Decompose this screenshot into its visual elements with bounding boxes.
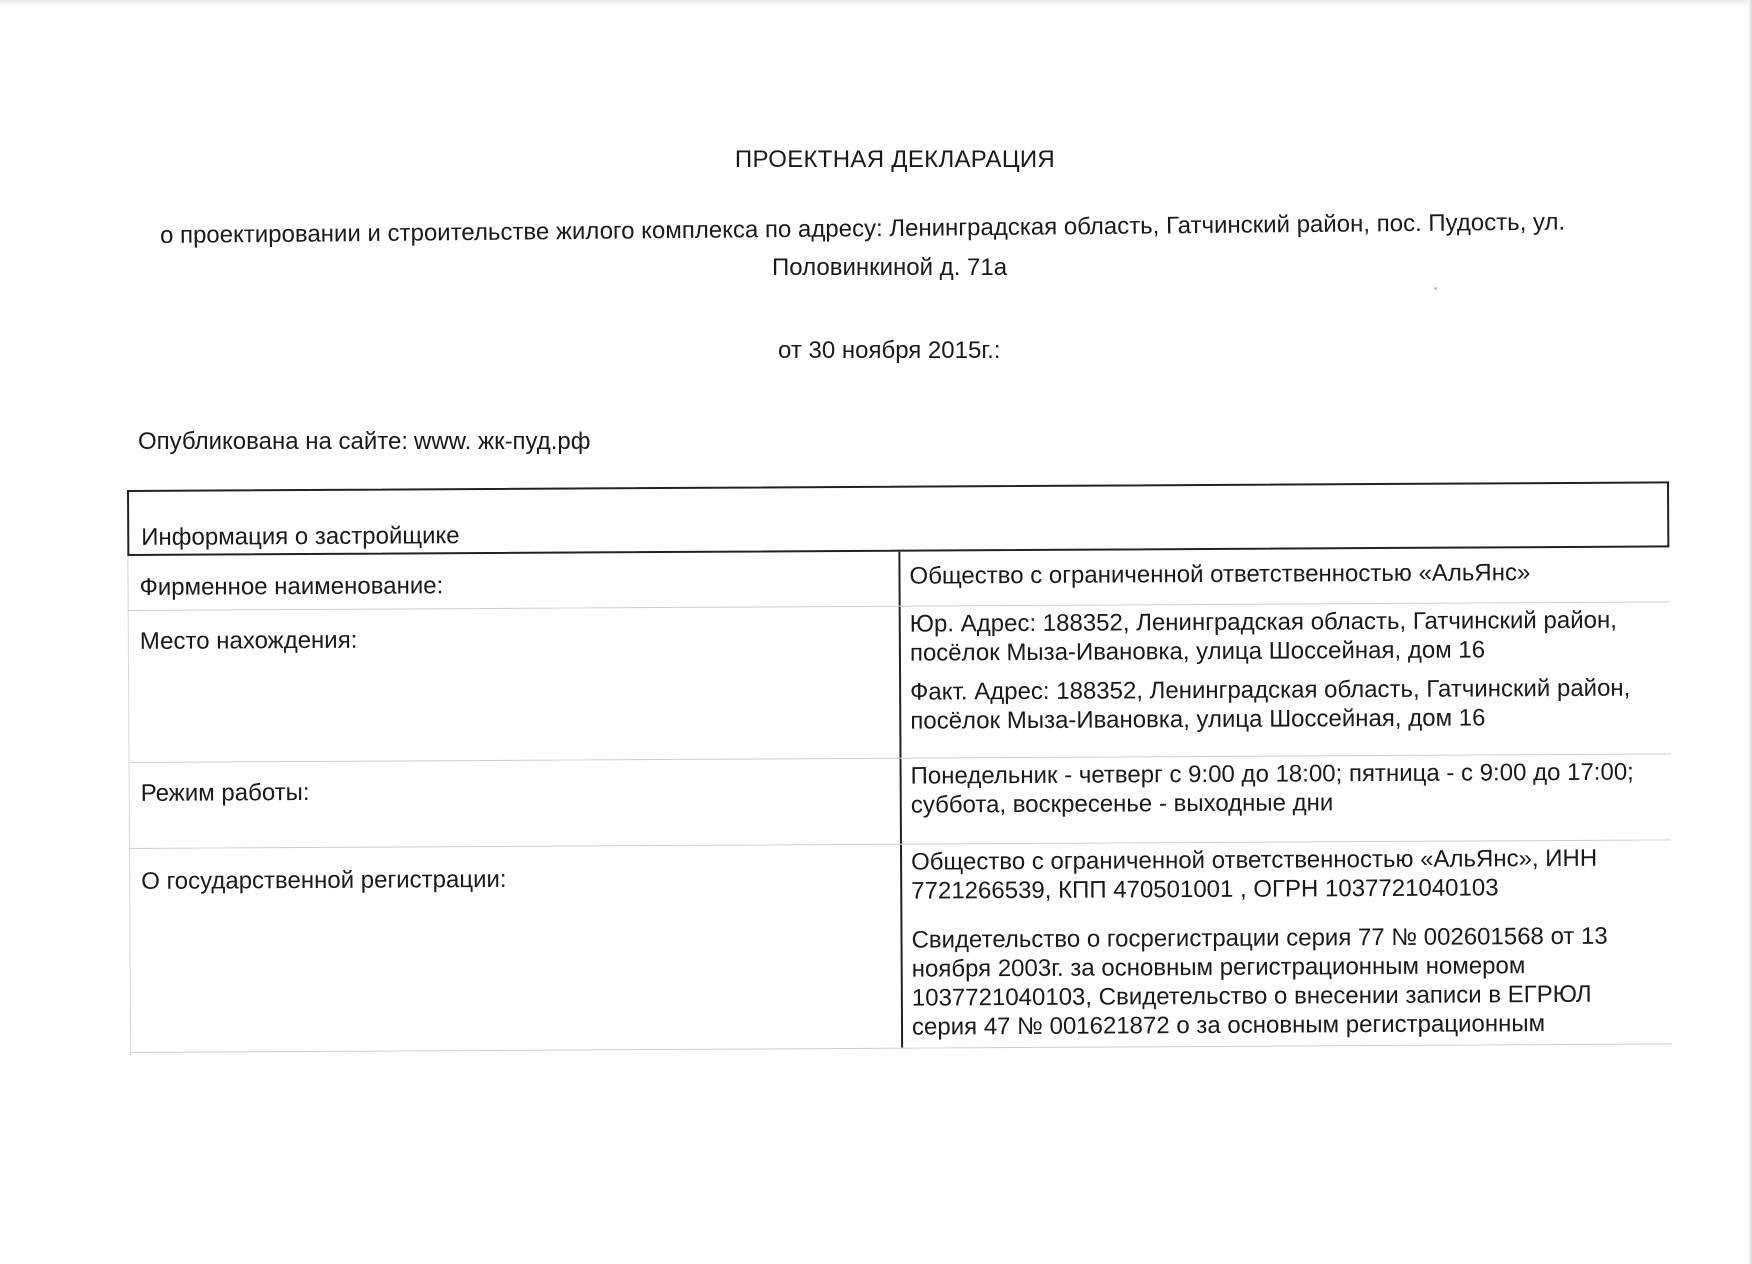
document-subtitle-line-2: Половинкиной д. 71а: [772, 254, 1008, 281]
row-value-registration-certificate: Свидетельство о госрегистрации серия 77 № 002601568 от 13 ноября 2003г. за основным регистрационным номером 1037721040103, Свидетельство о внесении записи в ЕГРЮЛ серия 47 № 001621872 о за основным регистрационным: [911, 922, 1608, 1041]
table-left-edge: [127, 556, 131, 1056]
scan-speck: [1434, 287, 1437, 290]
document-title: ПРОЕКТНАЯ ДЕКЛАРАЦИЯ: [734, 146, 1056, 173]
row-label-company-name: Фирменное наименование:: [139, 572, 444, 601]
row-value-actual-address: Факт. Адрес: 188352, Ленинградская область, Гатчинский район, посёлок Мыза-Ивановка, улица Шоссейная, дом 16: [910, 674, 1631, 735]
published-line: [138, 428, 591, 456]
row-label-state-registration: О государственной регистрации:: [141, 865, 507, 895]
row-label-working-hours: Режим работы:: [140, 778, 310, 807]
scan-edge-top: [0, 0, 1752, 6]
row-value-registration-details: Общество с ограниченной ответственностью «АльЯнс», ИНН 7721266539, КПП 470501001 , ОГРН 1037721040103: [911, 844, 1598, 905]
row-value-legal-address: Юр. Адрес: 188352, Ленинградская область, Гатчинский район, посёлок Мыза-Ивановка, улица Шоссейная, дом 16: [909, 606, 1617, 667]
row-value-working-hours: Понедельник - четверг с 9:00 до 18:00; пятница - с 9:00 до 17:00; суббота, воскресенье - выходные дни: [910, 758, 1634, 819]
table-column-divider: [898, 552, 903, 1048]
document-subtitle-line-1: о проектировании и строительстве жилого комплекса по адресу: Ленинградская область, Гатчинский район, пос. Пудость, ул.: [159, 208, 1566, 249]
developer-info-table: [127, 481, 1672, 1062]
published-label: Опубликована на сайте:: [138, 428, 408, 455]
row-value-company-name: Общество с ограниченной ответственностью «АльЯнс»: [909, 559, 1531, 590]
table-header: [127, 481, 1669, 556]
document-date: от 30 ноября 2015г.:: [778, 337, 1001, 364]
scan-edge-right: [1748, 0, 1752, 1264]
published-site-link: www. жк-пуд.рф: [414, 428, 591, 455]
row-label-location: Место нахождения:: [139, 626, 358, 655]
table-header-title: Информация о застройщике: [141, 522, 460, 551]
